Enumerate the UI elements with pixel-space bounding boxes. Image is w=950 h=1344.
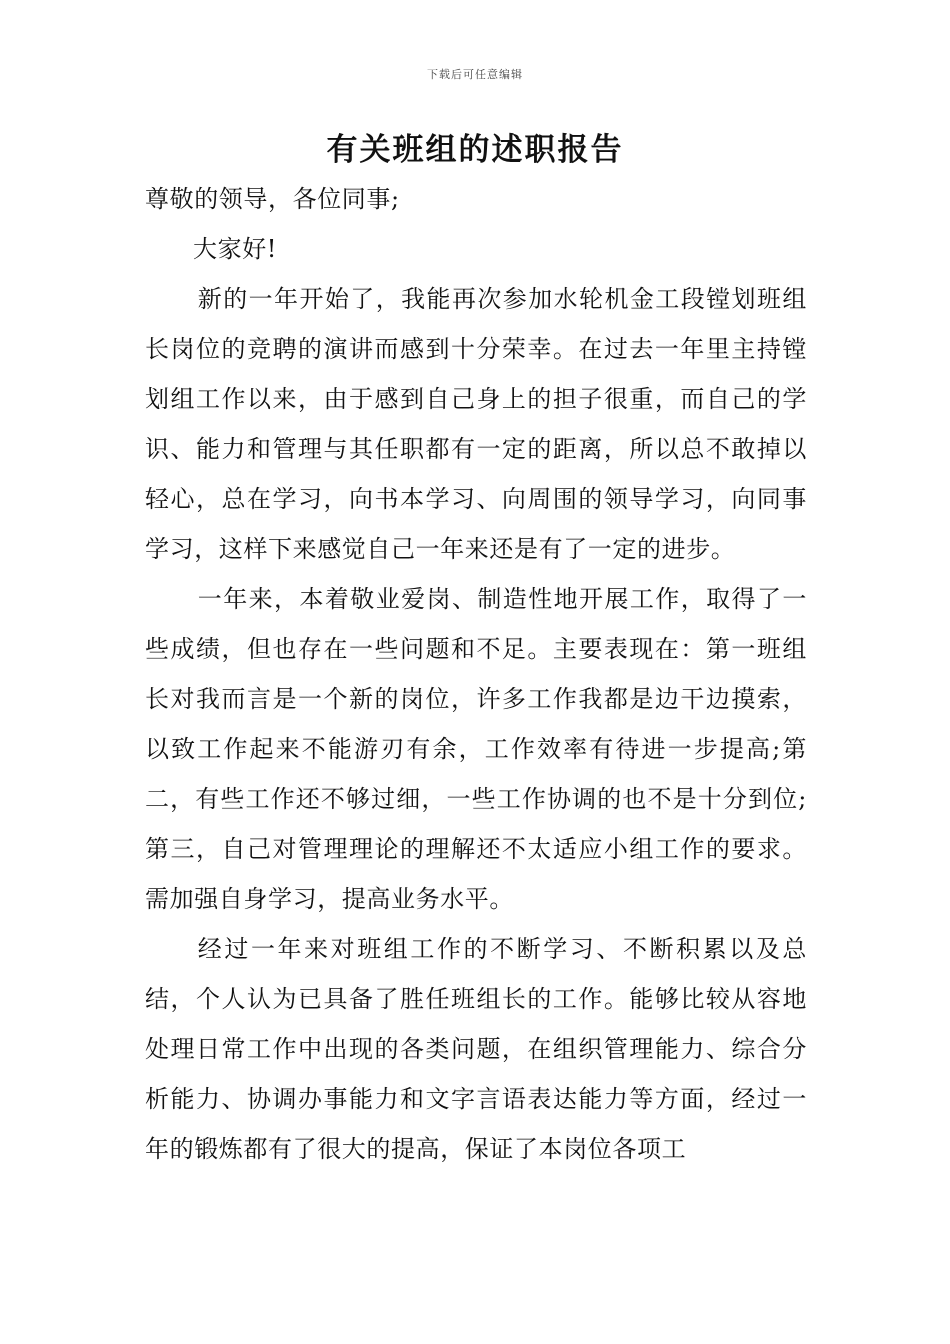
- salutation: 尊敬的领导，各位同事;: [145, 185, 400, 213]
- header-note: 下载后可任意编辑: [427, 68, 523, 81]
- document-body: [145, 174, 807, 1174]
- document-title: 有关班组的述职报告: [326, 132, 624, 168]
- paragraph-2: 一年来，本着敬业爱岗、制造性地开展工作，取得了一些成绩，但也存在一些问题和不足。主要表现在：第一班组长对我而言是一个新的岗位，许多工作我都是边干边摸索，以致工作起来不能游刃有余，工作效率有待进一步提高;第二，有些工作还不够过细，一些工作协调的也不是十分到位;第三，自己对管理理论的理解还不太适应小组工作的要求。需加强自身学习，提高业务水平。: [145, 585, 807, 913]
- paragraph-1: 新的一年开始了，我能再次参加水轮机金工段镗划班组长岗位的竞聘的演讲而感到十分荣幸。在过去一年里主持镗划组工作以来，由于感到自己身上的担子很重，而自己的学识、能力和管理与其任职都有一定的距离，所以总不敢掉以轻心，总在学习，向书本学习、向周围的领导学习，向同事学习，这样下来感觉自己一年来还是有了一定的进步。: [145, 285, 807, 563]
- paragraph-3: 经过一年来对班组工作的不断学习、不断积累以及总结，个人认为已具备了胜任班组长的工作。能够比较从容地处理日常工作中出现的各类问题，在组织管理能力、综合分析能力、协调办事能力和文字言语表达能力等方面，经过一年的锻炼都有了很大的提高，保证了本岗位各项工: [145, 935, 807, 1163]
- greeting: 大家好!: [193, 235, 278, 263]
